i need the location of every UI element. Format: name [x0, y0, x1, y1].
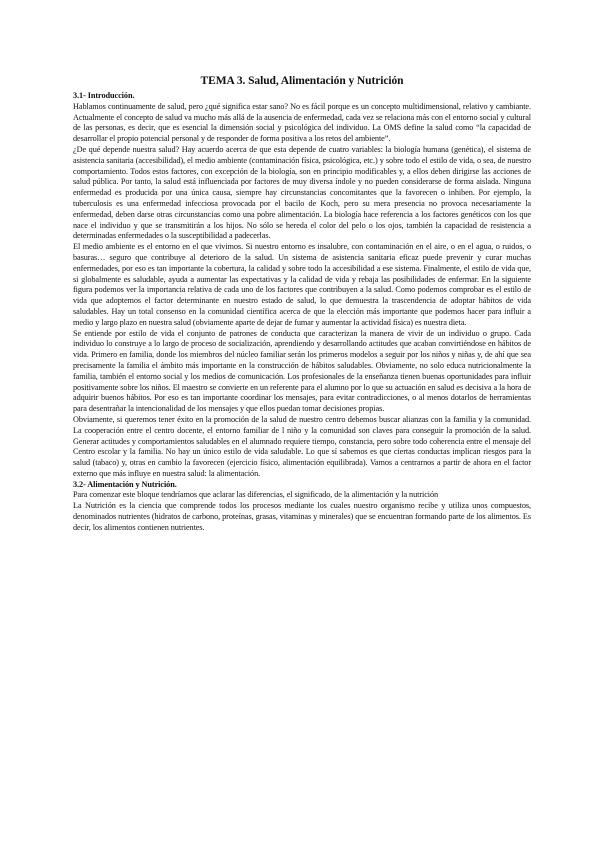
- paragraph: Se entiende por estilo de vida el conjunto de patrones de conducta que caracterizan la manera de vivir de un individuo o grupo. Cada individuo lo construye a lo largo de proceso de socialización, aprendiendo y desarrollando actitudes que acaban convirtiéndose en hábitos de vida. Primero en familia, donde los miembros del núcleo familiar serán los primeros modelos a seguir por los niños y niñas y, de ahí que sea precisamente la familia el ámbito más importante en la construcción de hábitos saludables. Obviamente, no solo educa nutricionalmente la familia, también el entorno social y los medios de comunicación. Los profesionales de la enseñanza tienen buenas oportunidades para influir positivamente sobre los niños. El maestro se convierte en un referente para el alumno por lo que su actuación en salud es decisiva a la hora de adquirir buenos hábitos. Por eso es tan importante coordinar los mensajes, para evitar contradicciones, o al menos dotarlos de herramientas para desentrañar la intencionalidad de los mensajes y que ellos puedan tomar decisiones propias.: [73, 328, 531, 414]
- section-introduccion: [73, 91, 531, 480]
- section-heading: 3.2- Alimentación y Nutrición.: [73, 479, 177, 489]
- paragraph: Para comenzar este bloque tendríamos que aclarar las diferencias, el significado, de la alimentación y la nutrición: [73, 490, 439, 500]
- paragraph: El medio ambiente es el entorno en el que vivimos. Si nuestro entorno es insalubre, con contaminación en el aire, o en el agua, o ruidos, o basuras… seguro que contribuye al deterioro de la salud. Un sistema de asistencia sanitaria eficaz puede prevenir y curar muchas enfermedades, por eso es tan importante la cobertura, la calidad y sobre todo la accesibilidad a ese sistema. Finalmente, el estilo de vida que, si globalmente es saludable, ayuda a aumentar las expectativas y la calidad de vida y rebaja las posibilidades de enfermar. En la siguiente figura podemos ver la importancia relativa de cada uno de los factores que contribuyen a la salud. Como podemos comprobar es el estilo de vida que adoptemos el factor determinante en nuestro estado de salud, lo que demuestra la trascendencia de adoptar hábitos de vida saludables. Hay un total consenso en la comunidad científica acerca de que la elección más importante que podemos hacer para influir a medio y largo plazo en nuestra salud (obviamente aparte de dejar de fumar y aumentar la actividad física) es nuestra dieta.: [73, 242, 531, 327]
- section-heading: 3.1- Introducción.: [73, 91, 135, 100]
- paragraph: ¿De qué depende nuestra salud? Hay acuerdo acerca de que esta depende de cuatro variables: la biología humana (genética), el sistema de asistencia sanitaria (accesibilidad), el medio ambiente (contaminación física, psicológica, etc.) y sobre todo el estilo de vida, o sea, de nuestro comportamiento. Todos estos factores, con excepción de la biología, son en principio modificables y, a ellos deben dirigirse las acciones de salud pública. Por tanto, la salud está influenciada por factores de muy diversa índole y no pueden considerarse de forma aislada. Ninguna enfermedad es producida por una única causa, siempre hay circunstancias concomitantes que la favorecen o inhiben. Por ejemplo, la tuberculosis es una enfermedad infecciosa provocada por el bacilo de Koch, pero su mera presencia no provoca necesariamente la enfermedad, deben darse otras circunstancias como una pobre alimentación. La biología hace referencia a los factores genéticos con los que nace el individuo y que se transmitirán a los hijos. No sólo se hereda el color del pelo o los ojos, también la capacidad de resistencia a determinadas enfermedades o la susceptibilidad a padecerlas.: [73, 144, 531, 241]
- document-page: [73, 70, 531, 534]
- paragraph: Obviamente, si queremos tener éxito en la promoción de la salud de nuestro centro debemos buscar alianzas con la familia y la comunidad. La cooperación entre el centro docente, el entorno familiar de l niño y la comunidad son claves para conseguir la promoción de la salud. Generar actitudes y comportamientos saludables en el alumnado requiere tiempo, constancia, pero sobre todo coherencia entre el mensaje del Centro escolar y la familia. No hay un único estilo de vida saludable. Lo que sí sabemos es que ciertas conductas implican riesgos para la salud (tabaco) y, otras en cambio la favorecen (ejercicio físico, alimentación equilibrada). Vamos a centrarnos a partir de ahora en el factor externo que más influye en nuestra salud: la alimentación.: [73, 414, 531, 478]
- document-title: TEMA 3. Salud, Alimentación y Nutrición: [200, 75, 404, 87]
- paragraph: Hablamos continuamente de salud, pero ¿qué significa estar sano? No es fácil porque es un concepto multidimensional, relativo y cambiante. Actualmente el concepto de salud va mucho más allá de la ausencia de enfermedad, cada vez se relaciona más con el entorno social y cultural de las personas, es decir, que es esencial la dimensión social y psicológica del individuo. La OMS define la salud como “la capacidad de desarrollar el propio potencial personal y de responder de forma positiva a los retos del ambiente”.: [73, 101, 531, 144]
- paragraph: La Nutrición es la ciencia que comprende todos los procesos mediante los cuales nuestro organismo recibe y utiliza unos compuestos, denominados nutrientes (hidratos de carbono, proteínas, grasas, vitaminas y minerales) que se encuentran formando parte de los alimentos. Es decir, los alimentos contienen nutrientes.: [73, 501, 531, 532]
- section-alimentacion-nutricion: [73, 480, 531, 534]
